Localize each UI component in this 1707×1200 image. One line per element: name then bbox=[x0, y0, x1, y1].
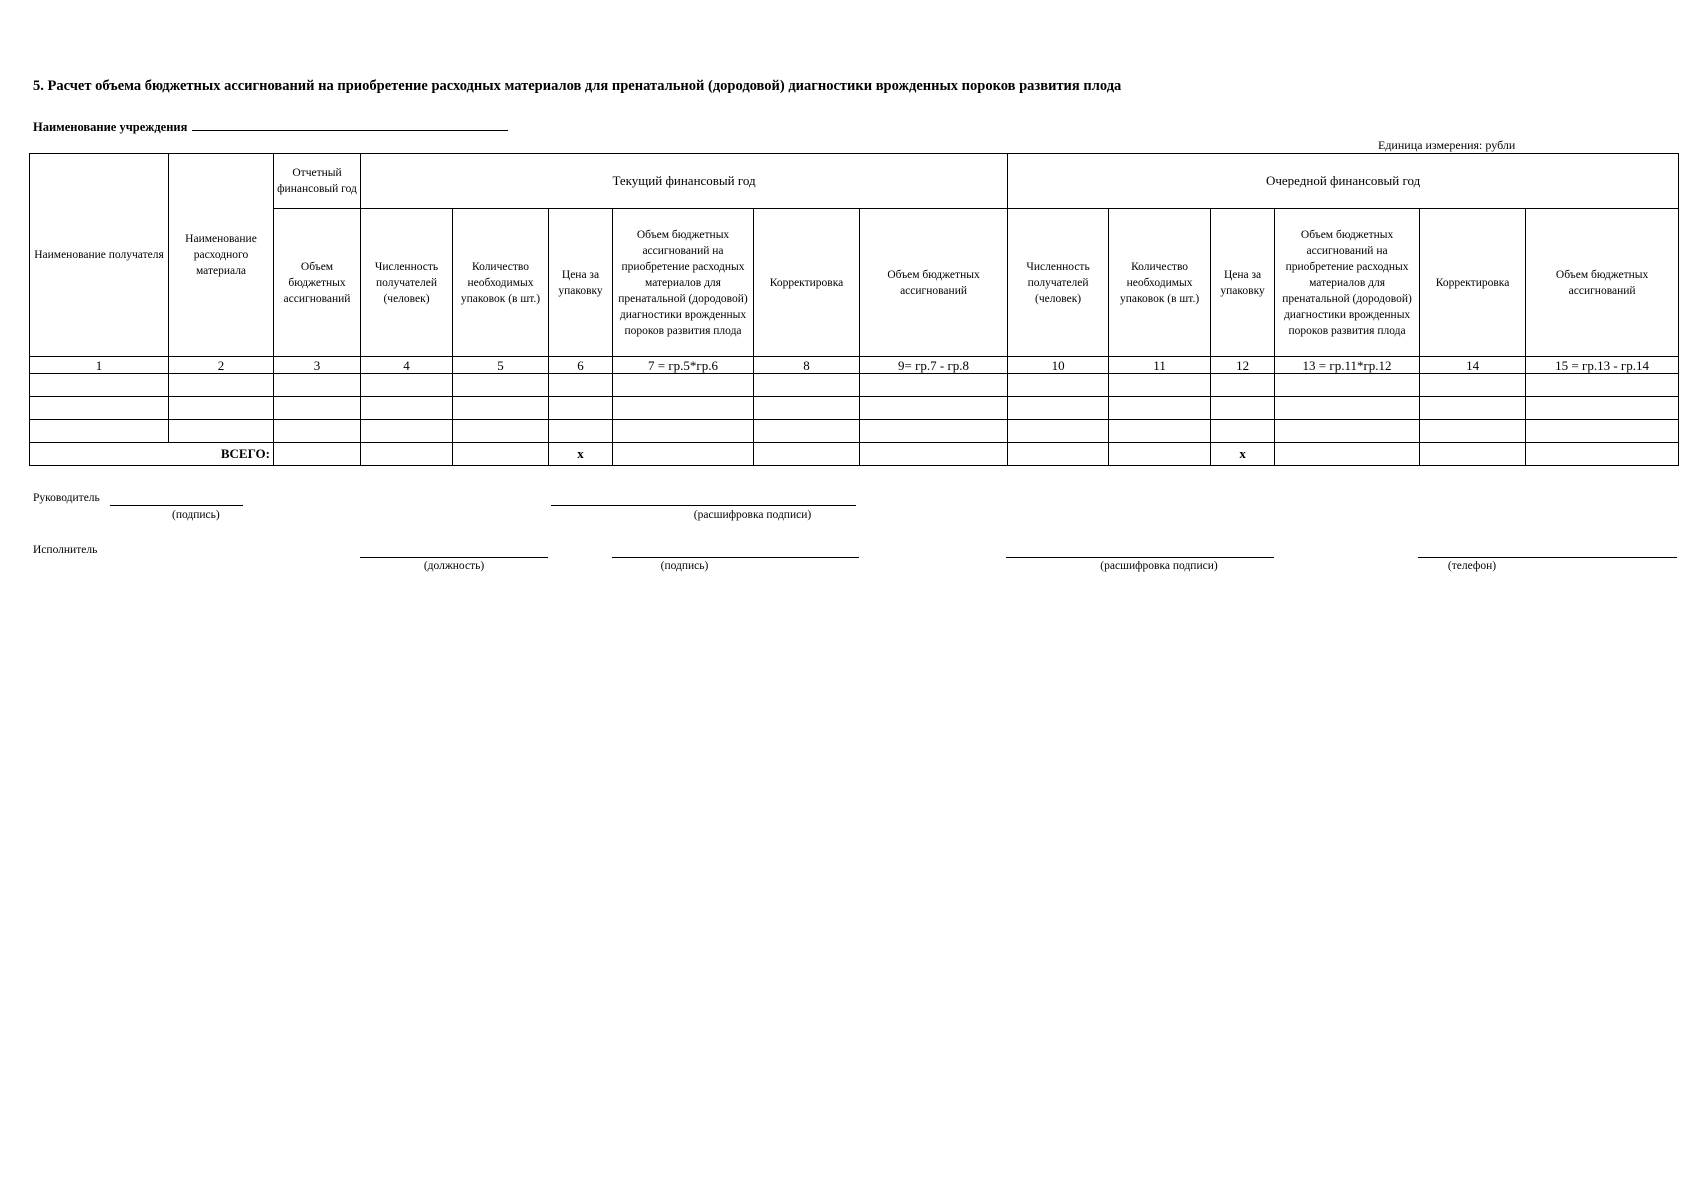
table-cell[interactable] bbox=[361, 374, 453, 397]
header-col-12: Цена за упаковку bbox=[1211, 209, 1275, 357]
table-cell[interactable] bbox=[169, 397, 274, 420]
phone-line[interactable] bbox=[1418, 557, 1677, 558]
column-number: 14 bbox=[1420, 357, 1526, 374]
header-material: Наименование расходного материала bbox=[169, 154, 274, 357]
table-cell[interactable] bbox=[1526, 374, 1679, 397]
table-cell[interactable] bbox=[361, 397, 453, 420]
header-next-year: Очередной финансовый год bbox=[1008, 154, 1679, 209]
table-cell[interactable] bbox=[613, 397, 754, 420]
header-col-10: Численность получателей (человек) bbox=[1008, 209, 1109, 357]
column-number: 10 bbox=[1008, 357, 1109, 374]
table-cell[interactable] bbox=[453, 397, 549, 420]
table-cell[interactable] bbox=[613, 420, 754, 443]
total-cell[interactable] bbox=[1526, 443, 1679, 466]
unit-label: Единица измерения: рубли bbox=[1378, 138, 1516, 152]
table-cell[interactable] bbox=[274, 374, 361, 397]
table-cell[interactable] bbox=[453, 420, 549, 443]
institution-label: Наименование учреждения bbox=[33, 120, 188, 134]
table-cell[interactable] bbox=[169, 420, 274, 443]
head-decode-line[interactable] bbox=[551, 505, 856, 506]
table-cell[interactable] bbox=[754, 374, 860, 397]
column-numbers-row bbox=[30, 357, 1679, 374]
table-cell[interactable] bbox=[549, 397, 613, 420]
executor-decode-line[interactable] bbox=[1006, 557, 1274, 558]
table-cell[interactable] bbox=[1008, 397, 1109, 420]
column-number: 1 bbox=[30, 357, 169, 374]
table-row bbox=[30, 397, 1679, 420]
table-cell[interactable] bbox=[1420, 420, 1526, 443]
table-cell[interactable] bbox=[274, 420, 361, 443]
table-cell[interactable] bbox=[274, 397, 361, 420]
document-title: 5. Расчет объема бюджетных ассигнований на приобретение расходных материалов для пренатальной (дородовой) диагностики врожденных пороков развития плода bbox=[33, 78, 1122, 94]
table-cell[interactable] bbox=[169, 374, 274, 397]
header-reporting-year: Отчетный финансовый год bbox=[274, 154, 361, 209]
total-cell[interactable] bbox=[274, 443, 361, 466]
table-cell[interactable] bbox=[754, 420, 860, 443]
column-number: 5 bbox=[453, 357, 549, 374]
table-cell[interactable] bbox=[1275, 397, 1420, 420]
column-number: 3 bbox=[274, 357, 361, 374]
column-number: 2 bbox=[169, 357, 274, 374]
total-cell[interactable] bbox=[453, 443, 549, 466]
table-cell[interactable] bbox=[1526, 397, 1679, 420]
column-number: 4 bbox=[361, 357, 453, 374]
header-col-7: Объем бюджетных ассигнований на приобретение расходных материалов для пренатальной (дородовой) диагностики врожденных пороков развития плода bbox=[613, 209, 754, 357]
header-col-4: Численность получателей (человек) bbox=[361, 209, 453, 357]
column-number: 9= гр.7 - гр.8 bbox=[860, 357, 1008, 374]
table-cell[interactable] bbox=[1211, 374, 1275, 397]
table-cell[interactable] bbox=[1109, 374, 1211, 397]
total-cell[interactable] bbox=[1109, 443, 1211, 466]
total-cell[interactable] bbox=[860, 443, 1008, 466]
table-row bbox=[30, 420, 1679, 443]
table-cell[interactable] bbox=[1526, 420, 1679, 443]
position-line[interactable] bbox=[360, 557, 548, 558]
table-cell[interactable] bbox=[1420, 374, 1526, 397]
table-cell[interactable] bbox=[549, 374, 613, 397]
total-cell[interactable] bbox=[754, 443, 860, 466]
table-cell[interactable] bbox=[1109, 420, 1211, 443]
header-col-9: Объем бюджетных ассигнований bbox=[860, 209, 1008, 357]
header-col-3: Объем бюджетных ассигнований bbox=[274, 209, 361, 357]
column-number: 13 = гр.11*гр.12 bbox=[1275, 357, 1420, 374]
head-label: Руководитель bbox=[33, 492, 100, 504]
executor-sign-line[interactable] bbox=[612, 557, 859, 558]
table-cell[interactable] bbox=[30, 374, 169, 397]
table-cell[interactable] bbox=[754, 397, 860, 420]
header-current-year: Текущий финансовый год bbox=[361, 154, 1008, 209]
institution-blank-line[interactable] bbox=[192, 119, 508, 131]
total-x-mark: x bbox=[1211, 443, 1275, 466]
executor-sign-caption: (подпись) bbox=[660, 560, 709, 572]
table-cell[interactable] bbox=[1420, 397, 1526, 420]
total-row bbox=[30, 443, 1679, 466]
column-number: 8 bbox=[754, 357, 860, 374]
column-number: 11 bbox=[1109, 357, 1211, 374]
table-cell[interactable] bbox=[30, 397, 169, 420]
phone-caption: (телефон) bbox=[1447, 560, 1497, 572]
table-cell[interactable] bbox=[1008, 374, 1109, 397]
executor-label: Исполнитель bbox=[33, 544, 98, 556]
table-cell[interactable] bbox=[453, 374, 549, 397]
header-col-5: Количество необходимых упаковок (в шт.) bbox=[453, 209, 549, 357]
institution-field bbox=[33, 119, 508, 135]
table-cell[interactable] bbox=[30, 420, 169, 443]
table-cell[interactable] bbox=[1211, 420, 1275, 443]
total-cell[interactable] bbox=[613, 443, 754, 466]
total-x-mark: x bbox=[549, 443, 613, 466]
total-cell[interactable] bbox=[1008, 443, 1109, 466]
total-label: ВСЕГО: bbox=[30, 443, 274, 466]
table-cell[interactable] bbox=[1275, 374, 1420, 397]
header-col-15: Объем бюджетных ассигнований bbox=[1526, 209, 1679, 357]
header-col-13: Объем бюджетных ассигнований на приобретение расходных материалов для пренатальной (дородовой) диагностики врожденных пороков развития плода bbox=[1275, 209, 1420, 357]
table-cell[interactable] bbox=[1275, 420, 1420, 443]
header-recipient: Наименование получателя bbox=[30, 154, 169, 357]
table-cell[interactable] bbox=[860, 397, 1008, 420]
column-number: 6 bbox=[549, 357, 613, 374]
total-cell[interactable] bbox=[1275, 443, 1420, 466]
head-sign-caption: (подпись) bbox=[172, 509, 220, 521]
column-number: 12 bbox=[1211, 357, 1275, 374]
header-col-6: Цена за упаковку bbox=[549, 209, 613, 357]
head-decode-caption: (расшифровка подписи) bbox=[693, 509, 812, 521]
column-number: 15 = гр.13 - гр.14 bbox=[1526, 357, 1679, 374]
allocation-table bbox=[29, 153, 1679, 466]
table-cell[interactable] bbox=[1008, 420, 1109, 443]
column-number: 7 = гр.5*гр.6 bbox=[613, 357, 754, 374]
table-cell[interactable] bbox=[860, 420, 1008, 443]
table-cell[interactable] bbox=[361, 420, 453, 443]
table-cell[interactable] bbox=[549, 420, 613, 443]
header-col-11: Количество необходимых упаковок (в шт.) bbox=[1109, 209, 1211, 357]
total-cell[interactable] bbox=[361, 443, 453, 466]
position-caption: (должность) bbox=[423, 560, 485, 572]
header-col-14: Корректировка bbox=[1420, 209, 1526, 357]
table-cell[interactable] bbox=[860, 374, 1008, 397]
total-cell[interactable] bbox=[1420, 443, 1526, 466]
table-row bbox=[30, 374, 1679, 397]
header-col-8: Корректировка bbox=[754, 209, 860, 357]
executor-decode-caption: (расшифровка подписи) bbox=[1100, 560, 1218, 572]
head-sign-line[interactable] bbox=[110, 505, 243, 506]
table-cell[interactable] bbox=[613, 374, 754, 397]
table-cell[interactable] bbox=[1211, 397, 1275, 420]
table-cell[interactable] bbox=[1109, 397, 1211, 420]
